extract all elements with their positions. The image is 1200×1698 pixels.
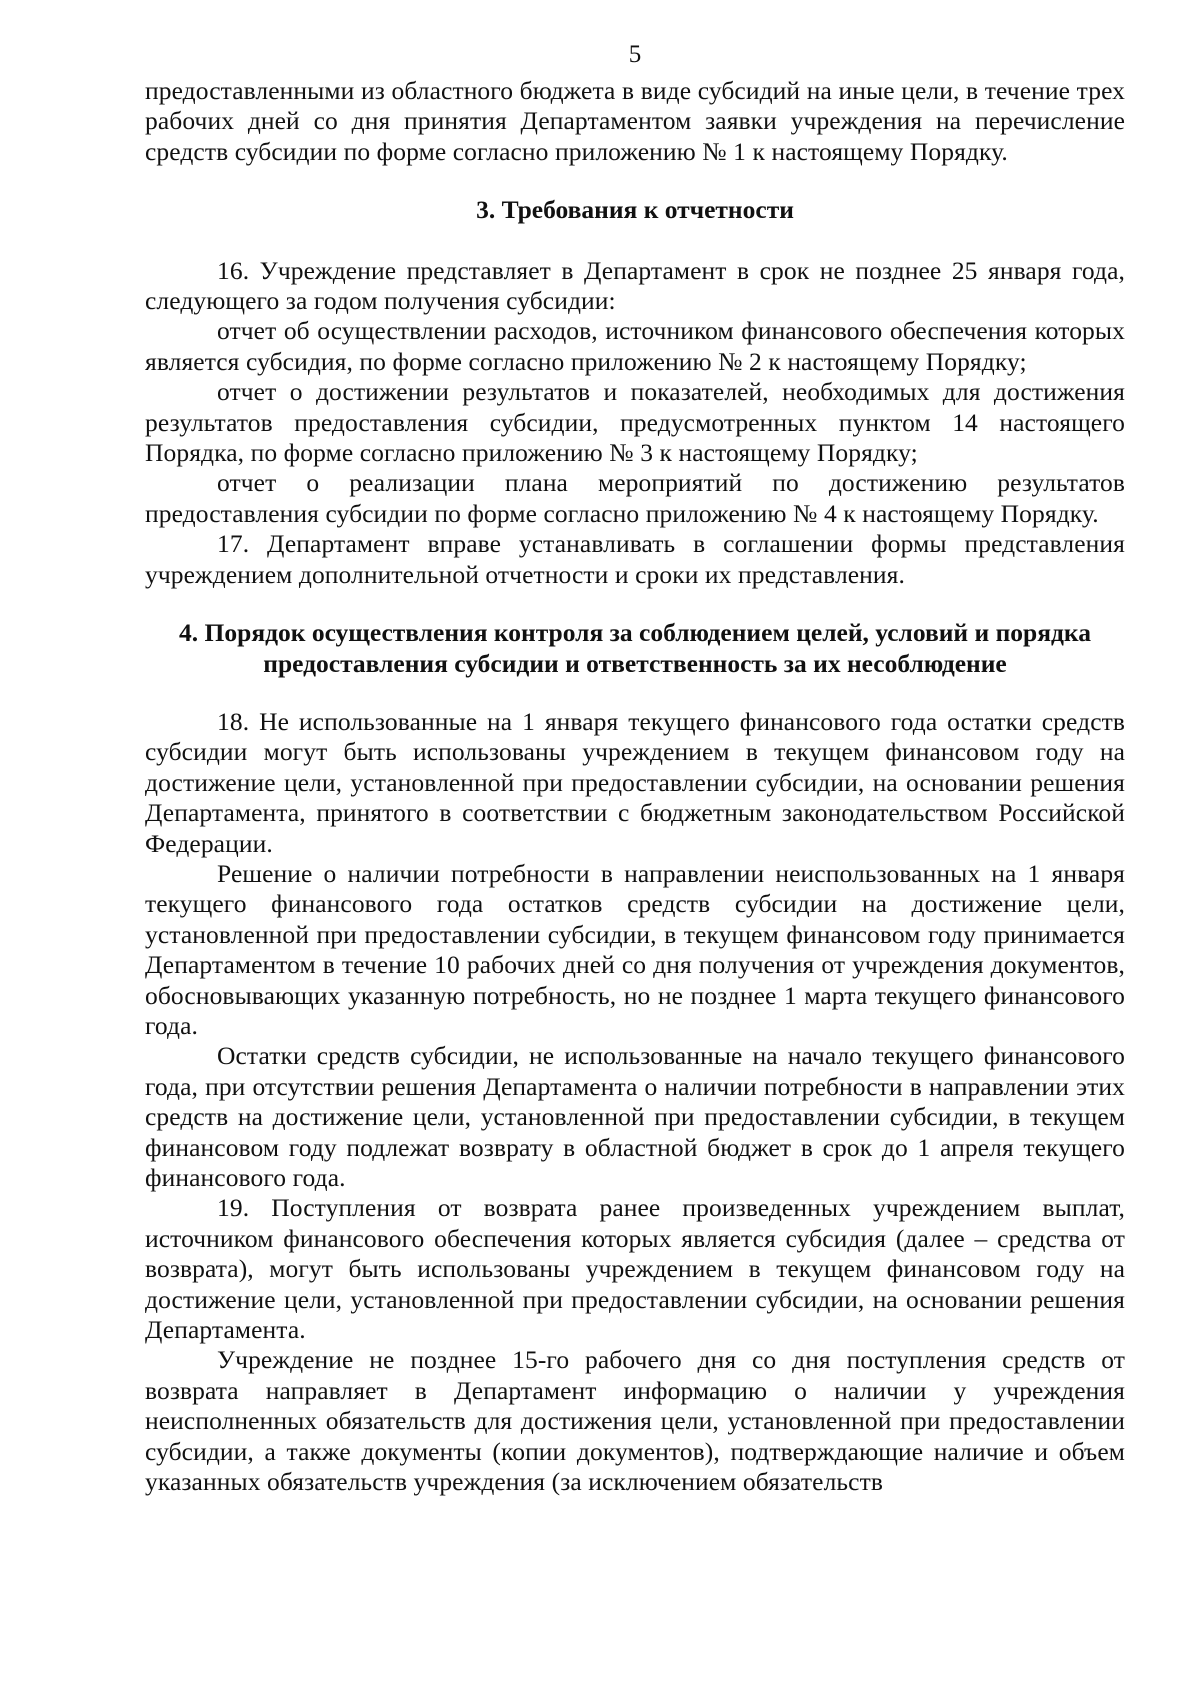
document-page: [145, 40, 1125, 1497]
report-expenses-item: отчет об осуществлении расходов, источником финансового обеспечения которых является субсидия, по форме согласно приложению № 2 к настоящему Порядку;: [145, 316, 1125, 376]
paragraph-18-remainders: Остатки средств субсидии, не использованные на начало текущего финансового года, при отсутствии решения Департамента о наличии потребности в направлении этих средств на достижение цели, установленной при предоставлении субсидии, в текущем финансовом году подлежат возврату в областной бюджет в срок до 1 апреля текущего финансового года.: [145, 1041, 1125, 1192]
section-4-heading-line1: 4. Порядок осуществления контроля за соблюдением целей, условий и порядка: [179, 618, 1091, 648]
spacer: [145, 590, 1125, 618]
intro-paragraph: предоставленными из областного бюджета в виде субсидий на иные цели, в течение трех рабочих дней со дня принятия Департаментом заявки учреждения на перечисление средств субсидии по форме согласно приложению № 1 к настоящему Порядку.: [145, 76, 1125, 166]
page-number: 5: [628, 41, 642, 68]
spacer: [145, 226, 1125, 256]
spacer: [145, 679, 1125, 707]
report-results-item: отчет о достижении результатов и показателей, необходимых для достижения результатов предоставления субсидии, предусмотренных пунктом 14 настоящего Порядка, по форме согласно приложению № 3 к настоящему Порядку;: [145, 377, 1125, 468]
report-plan-item: отчет о реализации плана мероприятий по достижению результатов предоставления субсидии по форме согласно приложению № 4 к настоящему Порядку.: [145, 468, 1125, 528]
section-4-heading-line2: предоставления субсидии и ответственность за их несоблюдение: [263, 648, 1007, 678]
paragraph-19-information: Учреждение не позднее 15-го рабочего дня со дня поступления средств от возврата направляет в Департамент информацию о наличии у учреждения неисполненных обязательств для достижения цели, установленной при предоставлении субсидии, а также документы (копии документов), подтверждающие наличие и объем указанных обязательств учреждения (за исключением обязательств: [145, 1345, 1125, 1497]
section-4-heading: [145, 618, 1125, 679]
paragraph-18: 18. Не использованные на 1 января текущего финансового года остатки средств субсидии могут быть использованы учреждением в текущем финансовом году на достижение цели, установленной при предоставлении субсидии, на основании решения Департамента, принятого в соответствии с бюджетным законодательством Российской Федерации.: [145, 706, 1125, 858]
paragraph-17: 17. Департамент вправе устанавливать в соглашении формы представления учреждением дополнительной отчетности и сроки их представления.: [145, 529, 1125, 589]
spacer: [145, 167, 1125, 195]
section-3-heading: 3. Требования к отчетности: [476, 195, 794, 225]
paragraph-18-decision: Решение о наличии потребности в направлении неиспользованных на 1 января текущего финансового года остатков средств субсидии на достижение цели, установленной при предоставлении субсидии, в текущем финансовом году принимается Департаментом в течение 10 рабочих дней со дня получения от учреждения документов, обосновывающих указанную потребность, но не позднее 1 марта текущего финансового года.: [145, 858, 1125, 1040]
paragraph-16: 16. Учреждение представляет в Департамент в срок не позднее 25 января года, следующего за годом получения субсидии:: [145, 255, 1125, 316]
paragraph-19: 19. Поступления от возврата ранее произведенных учреждением выплат, источником финансового обеспечения которых является субсидия (далее – средства от возврата), могут быть использованы учреждением в текущем финансовом году на достижение цели, установленной при предоставлении субсидии, на основании решения Департамента.: [145, 1193, 1125, 1345]
